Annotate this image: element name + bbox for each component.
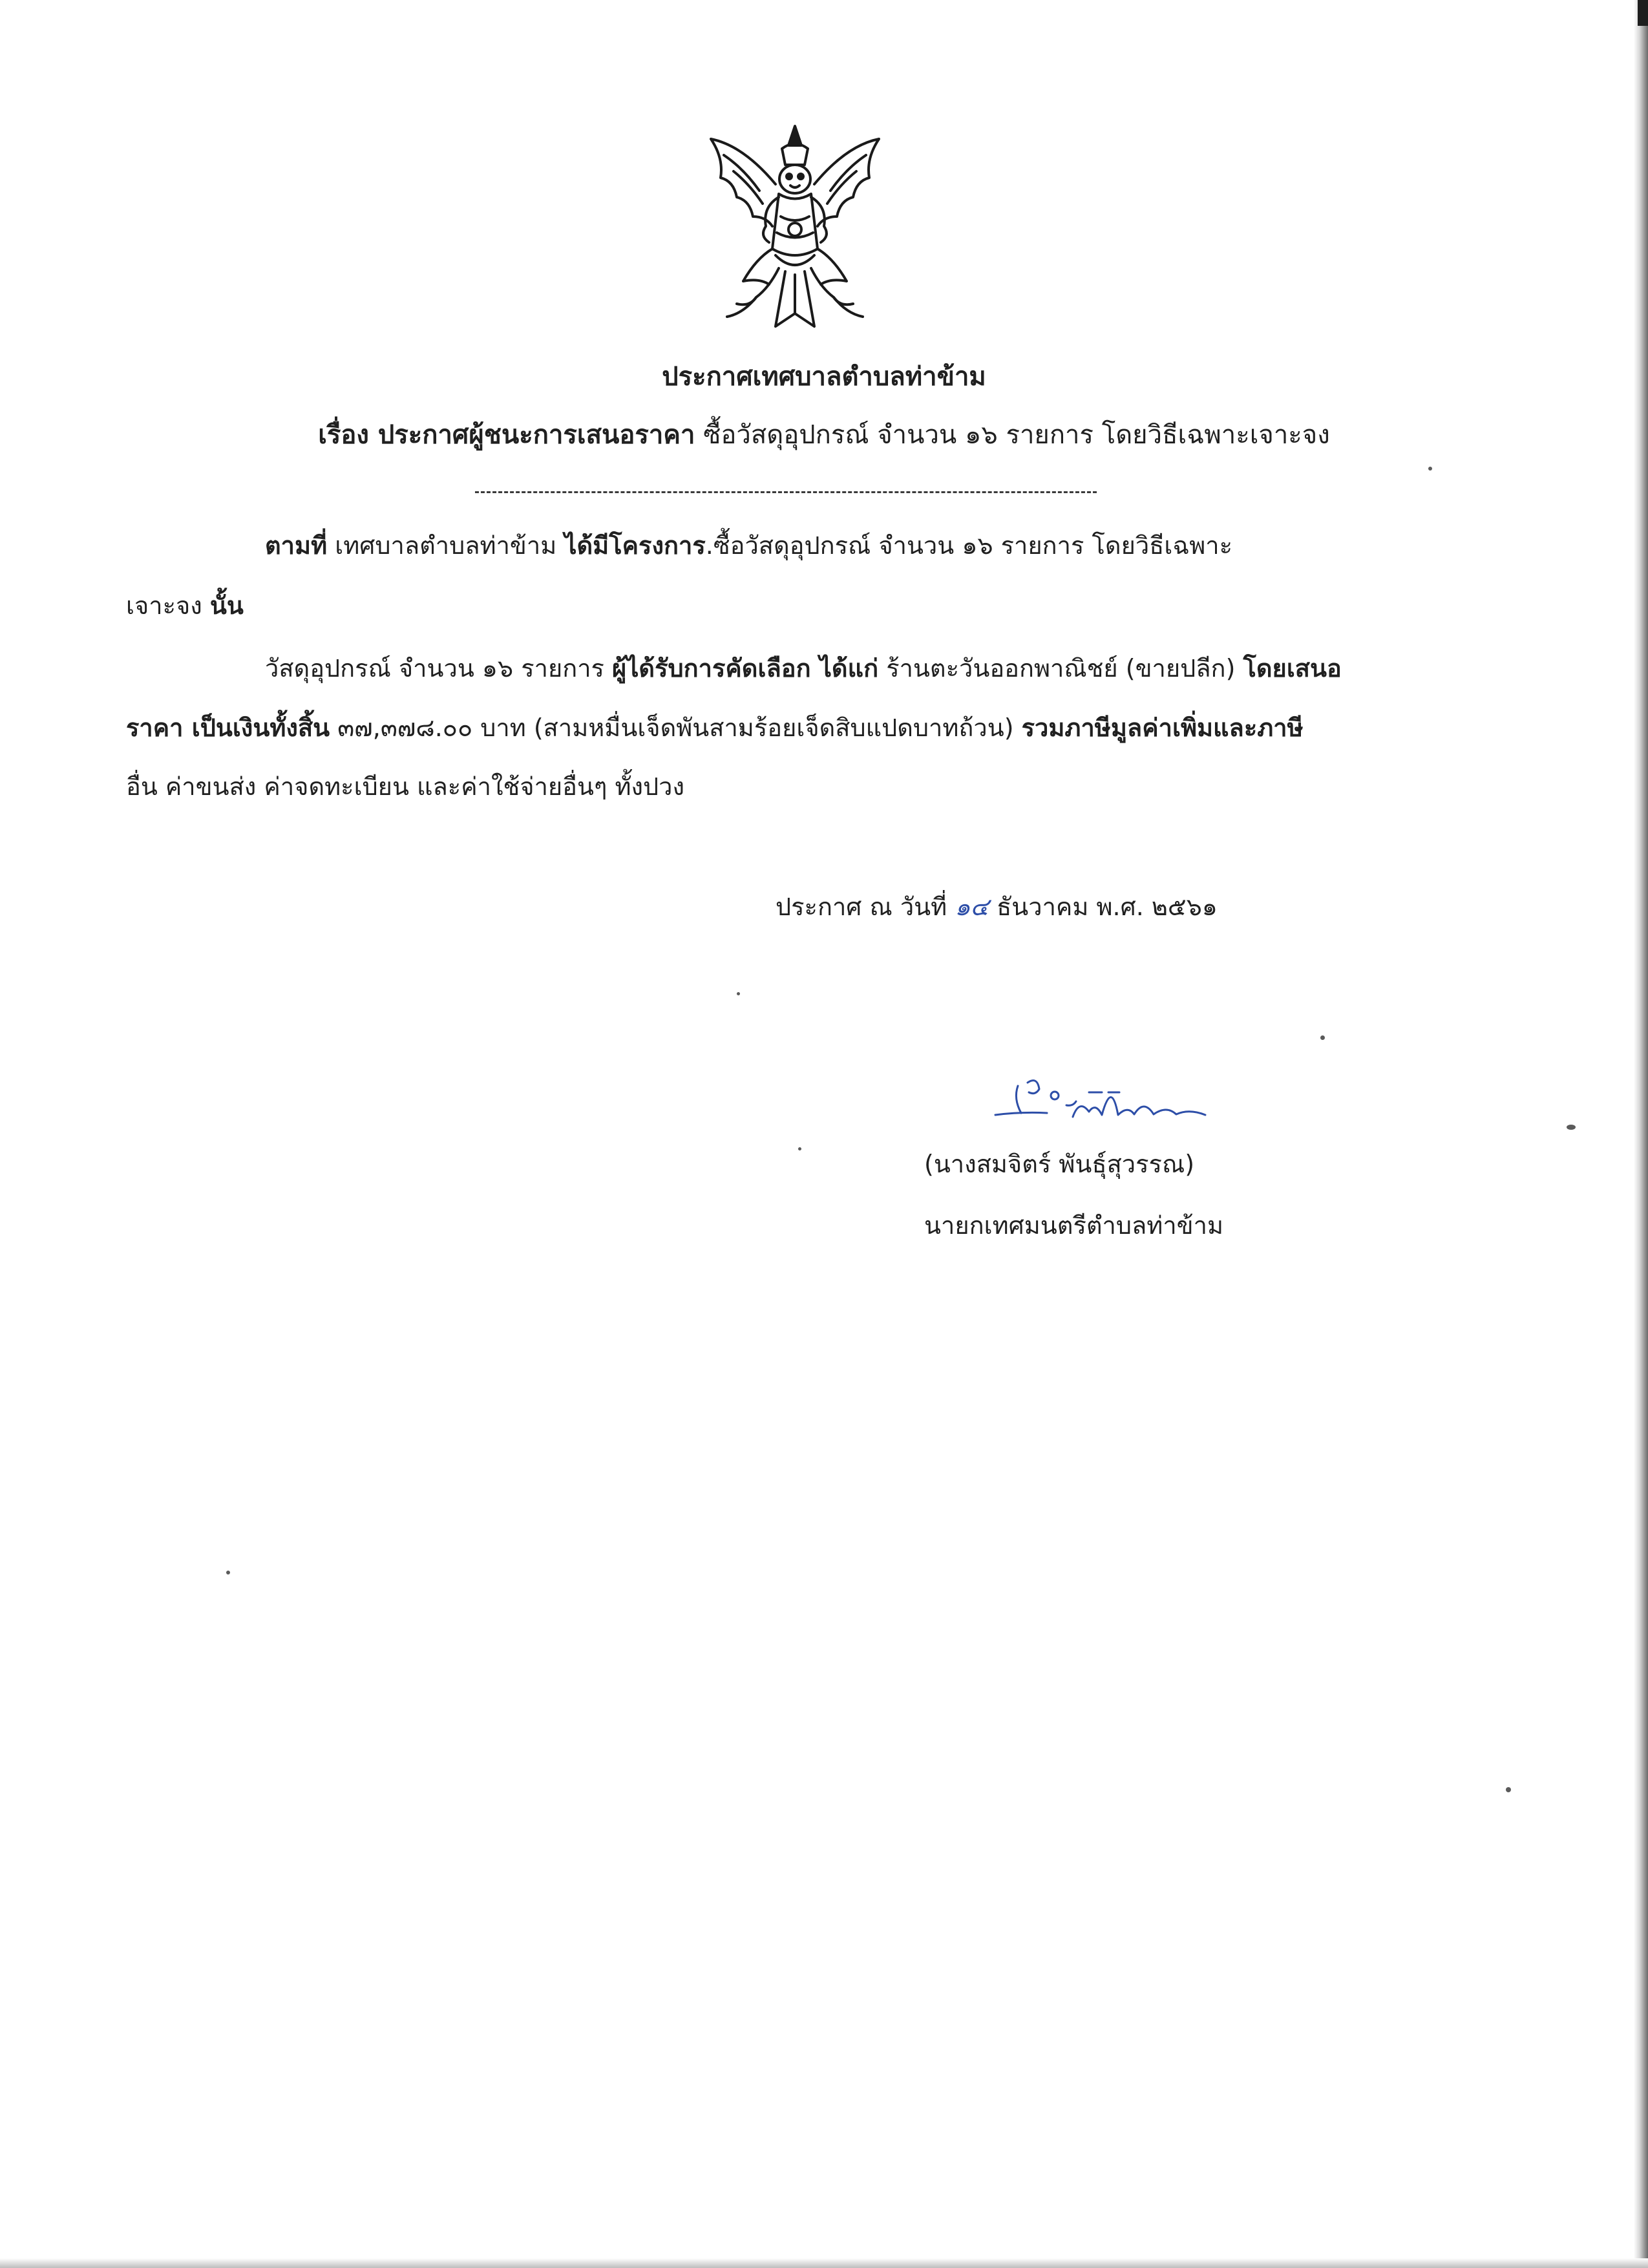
paragraph-2-line-3: อื่น ค่าขนส่ง ค่าจดทะเบียน และค่าใช้จ่ายอื่นๆ ทั้งปวง: [126, 772, 685, 801]
p2b-bold-1: ราคา เป็นเงินทั้งสิ้น: [126, 714, 330, 742]
scan-edge-bottom: [0, 2258, 1648, 2268]
signatory-name: (นางสมจิตร์ พันธุ์สุวรรณ): [924, 1150, 1195, 1178]
p2-text-2: ร้านตะวันออกพาณิชย์ (ขายปลีก): [878, 654, 1243, 683]
subject-label: เรื่อง ประกาศผู้ชนะการเสนอราคา: [318, 420, 695, 450]
p2-bold-2: โดยเสนอ: [1243, 654, 1342, 683]
scan-speck: [737, 992, 740, 995]
paragraph-2-line-2: [126, 715, 1304, 740]
subject-text: ซื้อวัสดุอุปกรณ์ จำนวน ๑๖ รายการ โดยวิธีเฉพาะเจาะจง: [695, 420, 1330, 450]
paragraph-2-line-1: [265, 656, 1342, 681]
date-month-year: ธันวาคม พ.ศ. ๒๕๖๑: [997, 893, 1218, 921]
p1-cont: เจาะจง: [126, 591, 210, 620]
p1-text-2: .ซื้อวัสดุอุปกรณ์ จำนวน ๑๖ รายการ โดยวิธีเฉพาะ: [705, 531, 1233, 560]
dashed-divider: [475, 491, 1097, 493]
p1-bold-2: ได้มีโครงการ: [564, 531, 706, 560]
p1-lead: ตามที่: [265, 531, 328, 560]
p1-text-1: เทศบาลตำบลท่าข้าม: [327, 531, 565, 560]
date-lead: ประกาศ ณ วันที่: [776, 893, 947, 921]
p2-text-1: วัสดุอุปกรณ์ จำนวน ๑๖ รายการ: [265, 654, 613, 683]
p1-end: นั้น: [209, 591, 244, 620]
p2b-text-1: ๓๗,๓๗๘.๐๐ บาท (สามหมื่นเจ็ดพันสามร้อยเจ็ดสิบแปดบาทถ้วน): [330, 714, 1022, 742]
date-day-handwritten: ๑๔: [955, 893, 989, 921]
scan-edge-corner: [1638, 0, 1648, 26]
scan-speck: [1428, 467, 1432, 471]
signature-icon: [982, 1060, 1228, 1125]
p2-bold-1: ผู้ได้รับการคัดเลือก ได้แก่: [612, 654, 879, 683]
announcement-subject: [0, 414, 1648, 455]
announcement-date: [776, 887, 1218, 926]
garuda-emblem-icon: [698, 120, 892, 339]
announcement-title: ประกาศเทศบาลตำบลท่าข้าม: [662, 362, 986, 392]
p2b-bold-2: รวมภาษีมูลค่าเพิ่มและภาษี: [1021, 714, 1304, 742]
paragraph-1-line-2: [126, 593, 244, 618]
signatory-position: นายกเทศมนตรีตำบลท่าข้าม: [924, 1211, 1224, 1240]
scan-speck: [1320, 1035, 1325, 1040]
scan-speck: [226, 1571, 230, 1574]
scan-edge-right: [1634, 0, 1648, 2268]
scan-speck: [1567, 1125, 1576, 1130]
scan-speck: [1506, 1787, 1511, 1792]
scan-speck: [798, 1147, 801, 1150]
paragraph-1-line-1: [265, 533, 1232, 558]
